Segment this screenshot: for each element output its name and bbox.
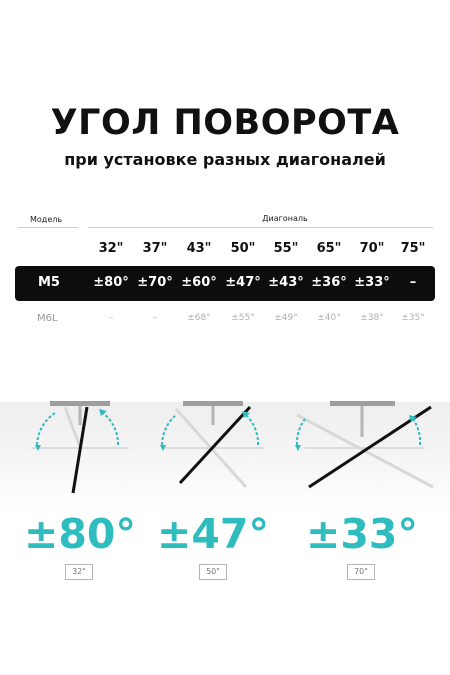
size-badge-70: 70": [347, 564, 375, 580]
model-name: M5: [38, 275, 60, 290]
angle-cell: ±70°: [137, 275, 173, 290]
rotation-diagram-70: [285, 395, 440, 500]
angle-cell: ±40°: [317, 313, 341, 323]
model-name: M6L: [37, 313, 58, 324]
angle-cell: ±38°: [360, 313, 384, 323]
size-header: 70": [359, 241, 385, 256]
angle-cell: ±80°: [93, 275, 129, 290]
size-header: 32": [98, 241, 124, 256]
angle-cell: ±35°: [401, 313, 425, 323]
size-header: 50": [230, 241, 256, 256]
angle-cell: –: [409, 275, 417, 290]
angle-value-32: ±80°: [24, 510, 136, 558]
rotation-diagram-32: [25, 395, 135, 500]
angle-cell: ±47°: [225, 275, 261, 290]
diagonal-column-label: Диагональ: [262, 214, 308, 223]
angle-cell: –: [152, 313, 158, 323]
size-header: 65": [316, 241, 342, 256]
size-badge-32: 32": [65, 564, 93, 580]
rotation-diagram-50: [158, 395, 268, 500]
angle-cell: ±33°: [354, 275, 390, 290]
size-badge-50: 50": [199, 564, 227, 580]
angle-value-50: ±47°: [157, 510, 269, 558]
size-header: 37": [142, 241, 168, 256]
size-header: 75": [400, 241, 426, 256]
angle-cell: ±60°: [181, 275, 217, 290]
angle-cell: ±36°: [311, 275, 347, 290]
angle-value-70: ±33°: [306, 510, 418, 558]
model-column-label: Модель: [30, 215, 63, 224]
divider-line: [18, 227, 78, 228]
page-subtitle: при установке разных диагоналей: [64, 150, 386, 169]
angle-cell: ±43°: [268, 275, 304, 290]
size-header: 55": [273, 241, 299, 256]
angle-cell: –: [108, 313, 114, 323]
page-title: УГОЛ ПОВОРОТА: [50, 103, 400, 143]
angle-cell: ±68°: [187, 313, 211, 323]
size-header: 43": [186, 241, 212, 256]
divider-line: [88, 227, 433, 228]
angle-cell: ±55°: [231, 313, 255, 323]
angle-cell: ±49°: [274, 313, 298, 323]
